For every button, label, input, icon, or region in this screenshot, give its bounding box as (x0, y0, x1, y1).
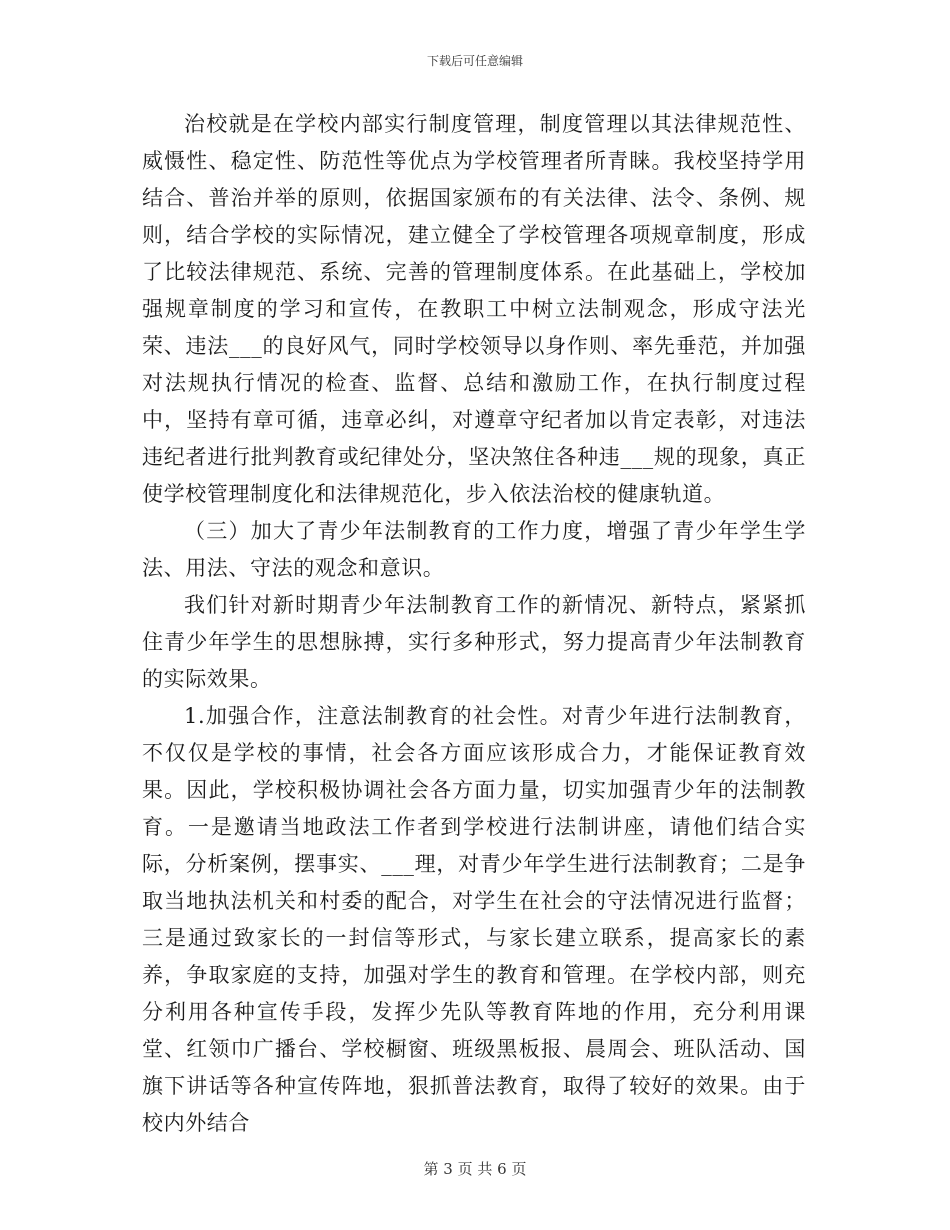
paragraph-cooperation: 1.加强合作，注意法制教育的社会性。对青少年进行法制教育，不仅仅是学校的事情，社会各方面应该形成合力，才能保证教育效果。因此，学校积极协调社会各方面力量，切实加强青少年的法制教育。一是邀请当地政法工作者到学校进行法制讲座，请他们结合实际，分析案例，摆事实、___理，对青少年学生进行法制教育；二是争取当地执法机关和村委的配合，对学生在社会的守法情况进行监督；三是通过致家长的一封信等形式，与家长建立联系，提高家长的素养，争取家庭的支持，加强对学生的教育和管理。在学校内部，则充分利用各种宣传手段，发挥少先队等教育阵地的作用，充分利用课堂、红领巾广播台、学校橱窗、班级黑板报、晨周会、班队活动、国旗下讲话等各种宣传阵地，狠抓普法教育，取得了较好的效果。由于校内外结合 (142, 704, 806, 1135)
paragraph-school-management: 治校就是在学校内部实行制度管理，制度管理以其法律规范性、威慑性、稳定性、防范性等优点为学校管理者所青睐。我校坚持学用结合、普治并举的原则，依据国家颁布的有关法律、法令、条例、规则，结合学校的实际情况，建立健全了学校管理各项规章制度，形成了比较法律规范、系统、完善的管理制度体系。在此基础上，学校加强规章制度的学习和宣传，在教职工中树立法制观念，形成守法光荣、违法___的良好风气，同时学校领导以身作则、率先垂范，并加强对法规执行情况的检查、监督、总结和激励工作，在执行制度过程中，坚持有章可循，违章必纠，对遵章守纪者加以肯定表彰，对违法违纪者进行批判教育或纪律处分，坚决煞住各种违___规的现象，真正使学校管理制度化和法律规范化，步入依法治校的健康轨道。 (142, 112, 806, 506)
paragraph-youth-education-intro: 我们针对新时期青少年法制教育工作的新情况、新特点，紧紧抓住青少年学生的思想脉搏，实行多种形式，努力提高青少年法制教育的实际效果。 (142, 593, 806, 691)
page-number: 第 3 页 共 6 页 (423, 1160, 527, 1178)
document-body (142, 106, 806, 1142)
page-header: 下载后可任意编辑 (426, 54, 523, 68)
paragraph-section-three-heading: （三）加大了青少年法制教育的工作力度，增强了青少年学生学法、用法、守法的观念和意识。 (142, 519, 806, 580)
